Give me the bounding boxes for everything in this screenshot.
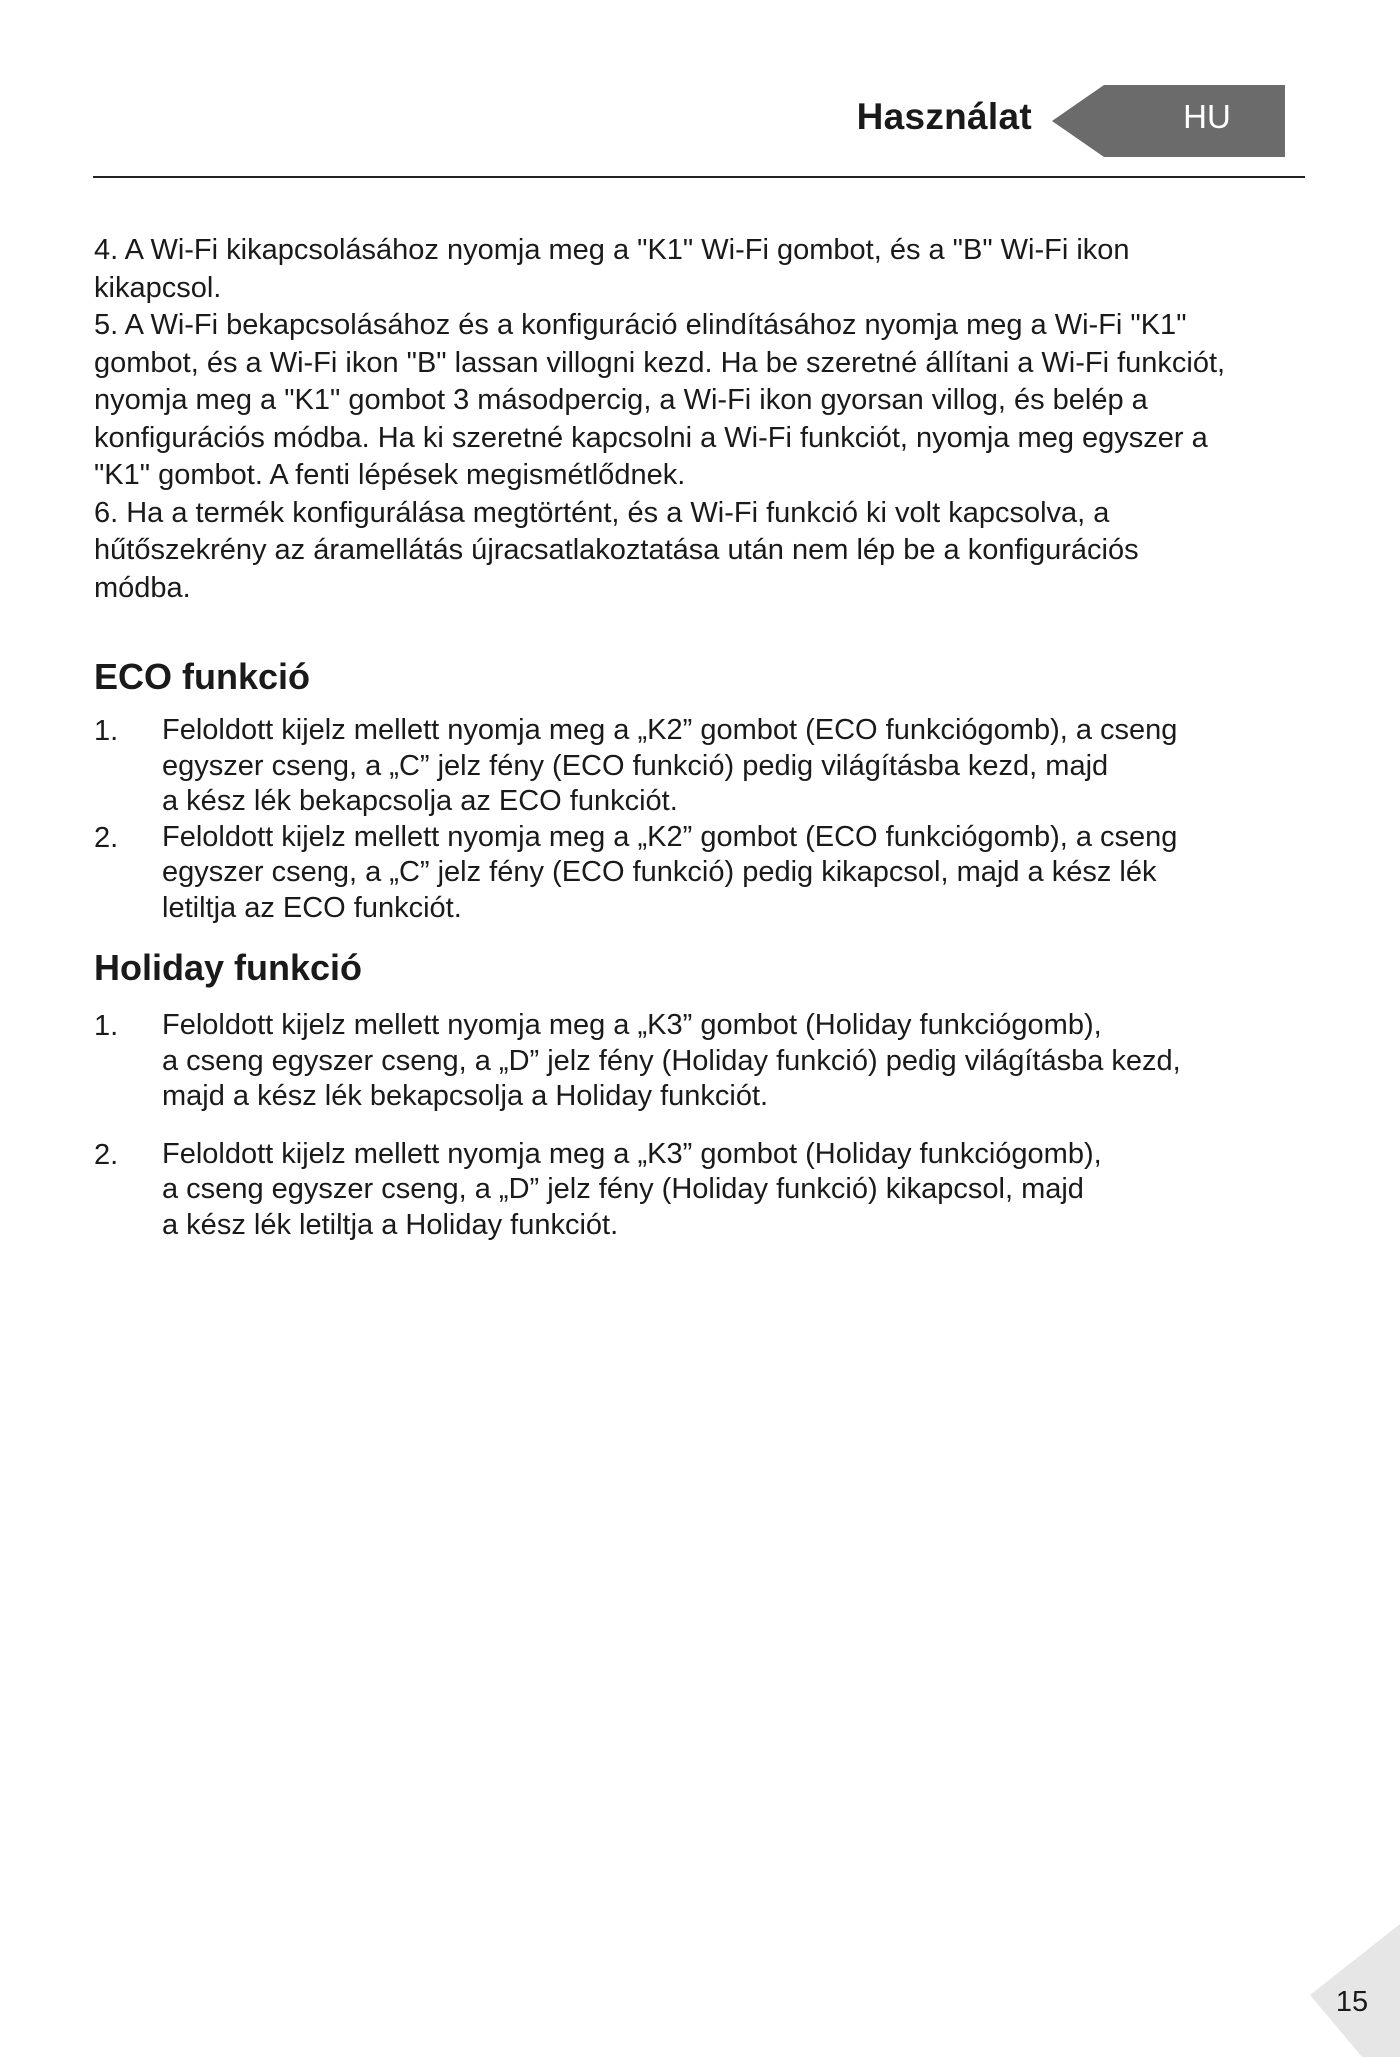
list-item-text (162, 713, 1314, 820)
eco-list-item (94, 713, 1314, 820)
list-item-line: a cseng egyszer cseng, a „D” jelz fény (Holiday funkció) pedig világításba kezd, (162, 1044, 1181, 1077)
eco-list-item (94, 820, 1314, 927)
list-item-number: 2. (94, 821, 119, 854)
list-item-line: egyszer cseng, a „C” jelz fény (ECO funkció) pedig kikapcsol, majd a kész lék (162, 856, 1157, 888)
list-item-line: Feloldott kijelz mellett nyomja meg a „K3” gombot (Holiday funkciógomb), (162, 1137, 1102, 1170)
wifi-line: 6. Ha a termék konfigurálása megtörtént, és a Wi-Fi funkció ki volt kapcsolva, a (94, 496, 1110, 529)
wifi-line: módba. (94, 571, 191, 604)
holiday-list-item (94, 1137, 1314, 1244)
wifi-line: konfigurációs módba. Ha ki szeretné kapcsolni a Wi-Fi funkciót, nyomja meg egyszer a (94, 421, 1208, 454)
list-item-line: majd a kész lék bekapcsolja a Holiday funkciót. (162, 1080, 769, 1112)
list-item-text (162, 1137, 1314, 1244)
page-content (94, 232, 1314, 1243)
language-tab (1052, 85, 1285, 157)
list-item-line: Feloldott kijelz mellett nyomja meg a „K2” gombot (ECO funkciógomb), a cseng (162, 820, 1178, 853)
wifi-instructions (94, 232, 1314, 607)
list-item-line: egyszer cseng, a „C” jelz fény (ECO funkció) pedig világításba kezd, majd (162, 749, 1109, 782)
page-number: 15 (1335, 1986, 1369, 2018)
holiday-list (94, 1008, 1314, 1243)
wifi-line: 4. A Wi-Fi kikapcsolásához nyomja meg a "K1" Wi-Fi gombot, és a "B" Wi-Fi ikon (94, 234, 1130, 266)
wifi-line: hűtőszekrény az áramellátás újracsatlakoztatása után nem lép be a konfigurációs (94, 534, 1139, 566)
section-title: Használat (856, 96, 1032, 137)
wifi-line: nyomja meg a "K1" gombot 3 másodpercig, a Wi-Fi ikon gyorsan villog, és belép a (94, 384, 1148, 416)
list-item-number: 1. (94, 715, 119, 747)
holiday-heading: Holiday funkció (94, 947, 363, 988)
list-item-line: a cseng egyszer cseng, a „D” jelz fény (Holiday funkció) kikapcsol, majd (162, 1173, 1084, 1205)
list-item-line: Feloldott kijelz mellett nyomja meg a „K3” gombot (Holiday funkciógomb), (162, 1009, 1102, 1041)
header-divider (93, 176, 1305, 178)
list-item-line: a kész lék bekapcsolja az ECO funkciót. (162, 785, 678, 817)
eco-heading: ECO funkció (94, 656, 311, 697)
list-item-text (162, 1008, 1314, 1115)
list-item-line: a kész lék letiltja a Holiday funkciót. (162, 1208, 619, 1241)
wifi-line: "K1" gombot. A fenti lépések megismétlődnek. (94, 459, 686, 491)
list-item-line: Feloldott kijelz mellett nyomja meg a „K2” gombot (ECO funkciógomb), a cseng (162, 714, 1178, 746)
wifi-line: 5. A Wi-Fi bekapcsolásához és a konfiguráció elindításához nyomja meg a Wi-Fi "K1" (94, 309, 1187, 341)
eco-list (94, 713, 1314, 926)
list-item-number: 1. (94, 1010, 119, 1042)
wifi-line: gombot, és a Wi-Fi ikon "B" lassan villogni kezd. Ha be szeretné állítani a Wi-Fi funkciót, (94, 346, 1226, 379)
list-item-number: 2. (94, 1138, 119, 1171)
holiday-list-item (94, 1008, 1314, 1115)
list-item-line: letiltja az ECO funkciót. (162, 891, 462, 924)
list-item-text (162, 820, 1314, 927)
wifi-line: kikapcsol. (94, 271, 222, 304)
language-label: HU (1183, 98, 1231, 135)
